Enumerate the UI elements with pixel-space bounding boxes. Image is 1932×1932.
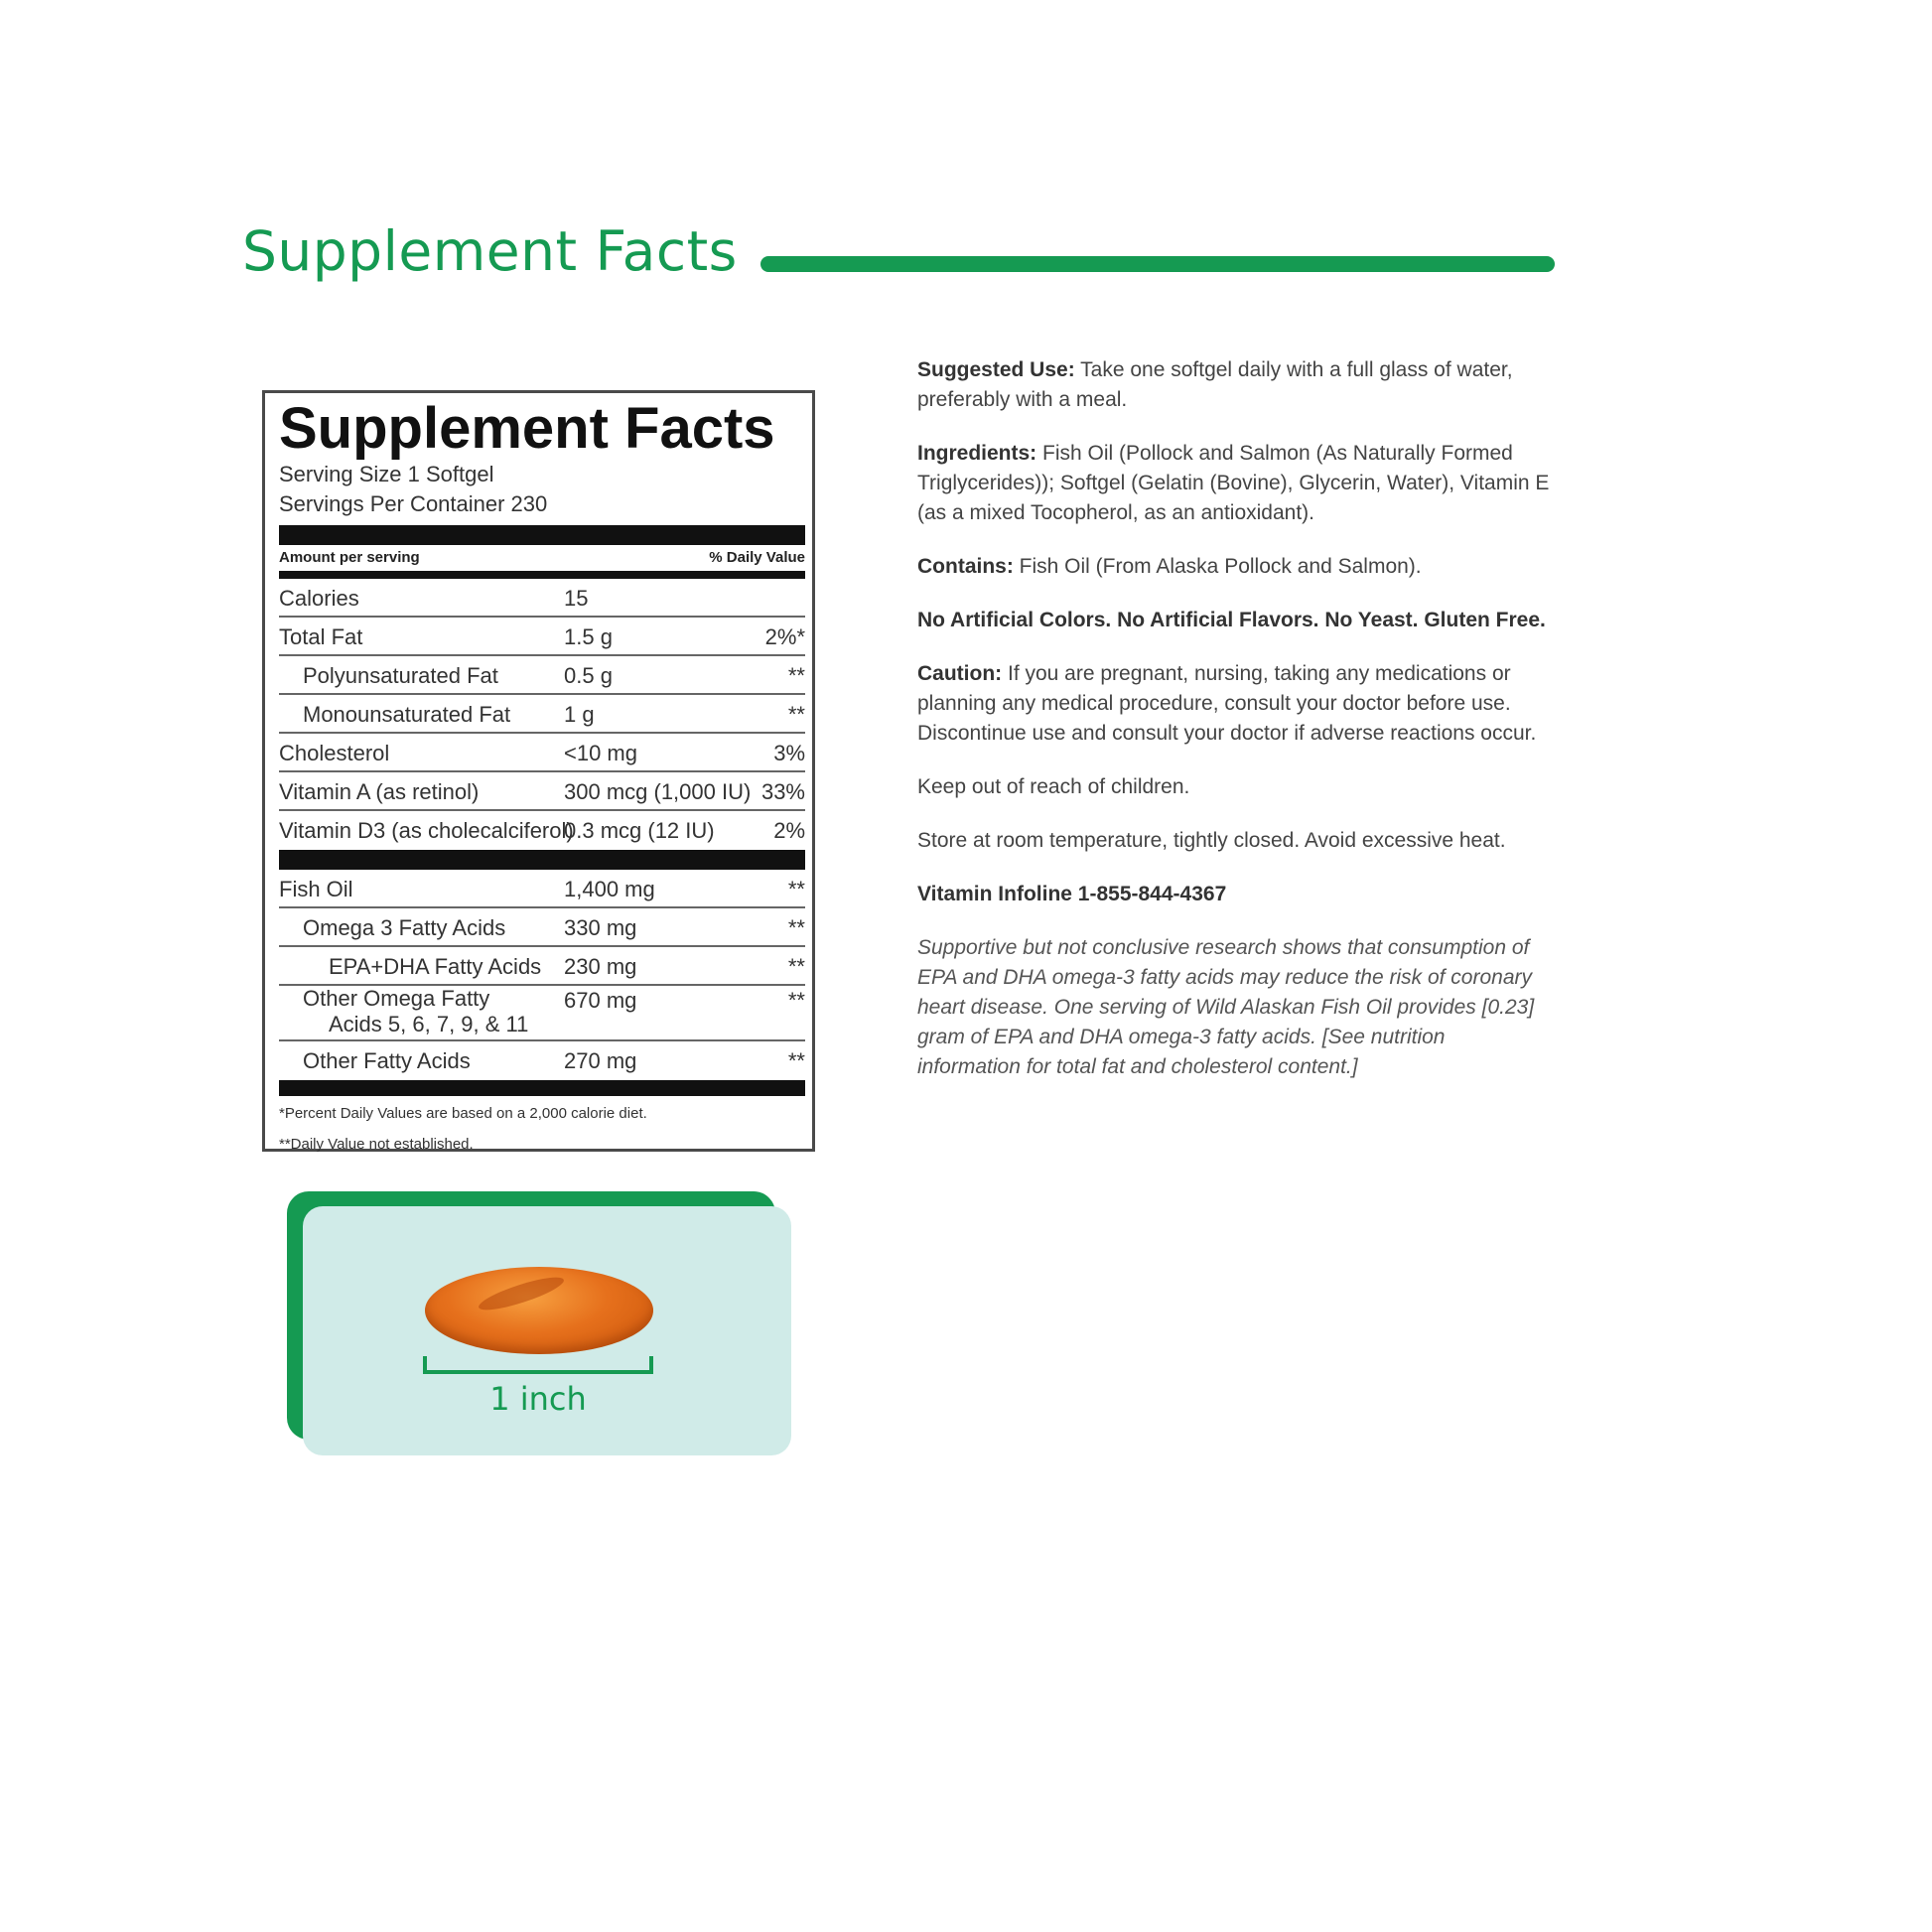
nutrient-name: Vitamin A (as retinol) <box>279 778 480 804</box>
health-claim: Supportive but not conclusive research shows that consumption of EPA and DHA omega-3 fatty acids may reduce the risk of coronary heart disease. One serving of Wild Alaskan Fish Oil provides [0.23] gram of EPA and DHA omega-3 fatty acids. [See nutrition information for total fat and cholesterol content.] <box>917 936 1535 1078</box>
facts-row <box>279 870 805 908</box>
facts-row <box>279 579 805 618</box>
divider-thick <box>279 850 805 870</box>
nutrient-amount: 1.5 g <box>564 623 613 649</box>
nutrient-dv: 2%* <box>764 623 805 649</box>
contains <box>917 552 1553 582</box>
nutrient-amount: 230 mg <box>564 953 637 979</box>
caution <box>917 659 1553 749</box>
page-title: Supplement Facts <box>242 219 738 283</box>
facts-row <box>279 656 805 695</box>
facts-row <box>279 772 805 811</box>
suggested-use <box>917 355 1553 415</box>
facts-title: Supplement Facts <box>279 396 775 461</box>
divider-thick <box>279 525 805 545</box>
suggested-use-text: Take one softgel daily with a full glass of water, preferably with a meal. <box>917 358 1513 411</box>
divider-thick <box>279 1080 805 1096</box>
free-from <box>917 606 1553 635</box>
facts-row <box>279 734 805 772</box>
nutrient-amount: 0.5 g <box>564 662 613 688</box>
infoline-text: Vitamin Infoline 1-855-844-4367 <box>917 883 1227 905</box>
nutrient-name-line2: Acids 5, 6, 7, 9, & 11 <box>329 1011 529 1036</box>
supplement-facts-panel <box>262 390 815 1152</box>
facts-row <box>279 618 805 656</box>
nutrient-dv: ** <box>787 662 805 688</box>
nutrient-name-line1: Other Omega Fatty <box>303 985 490 1011</box>
nutrient-name <box>303 986 528 1037</box>
ingredients-label: Ingredients: <box>917 442 1037 465</box>
facts-row <box>279 986 805 1041</box>
nutrient-name: EPA+DHA Fatty Acids <box>329 953 542 979</box>
nutrient-amount: 1,400 mg <box>564 876 655 901</box>
nutrient-name: Calories <box>279 585 359 611</box>
nutrient-dv: ** <box>787 876 805 901</box>
amount-per-serving-label: Amount per serving <box>279 549 420 567</box>
divider-medium <box>279 571 805 579</box>
nutrient-name: Polyunsaturated Fat <box>303 662 498 688</box>
nutrient-amount: 15 <box>564 585 589 611</box>
nutrient-dv: ** <box>787 914 805 940</box>
nutrient-dv: 2% <box>773 817 805 843</box>
nutrient-amount: 0.3 mcg (12 IU) <box>564 817 715 843</box>
nutrient-name: Cholesterol <box>279 740 390 765</box>
nutrient-amount: <10 mg <box>564 740 637 765</box>
nutrient-name: Vitamin D3 (as cholecalciferol) <box>279 817 574 843</box>
contains-label: Contains: <box>917 555 1014 578</box>
nutrient-dv: ** <box>787 701 805 727</box>
storage: Store at room temperature, tightly closed. Avoid excessive heat. <box>917 829 1506 852</box>
facts-row <box>279 1041 805 1078</box>
infoline <box>917 880 1553 909</box>
ingredients <box>917 439 1553 528</box>
ingredients-text: Fish Oil (Pollock and Salmon (As Naturally Formed Triglycerides)); Softgel (Gelatin (Bovine), Glycerin, Water), Vitamin E (as a mixed Tocopherol, as an antioxidant). <box>917 442 1550 524</box>
caution-text: If you are pregnant, nursing, taking any medications or planning any medical procedure, consult your doctor before use. Discontinue use and consult your doctor if adverse reactions occur. <box>917 662 1537 745</box>
nutrient-dv: 33% <box>760 778 805 804</box>
nutrient-amount: 270 mg <box>564 1047 637 1073</box>
nutrient-dv: ** <box>787 987 805 1013</box>
nutrient-dv: ** <box>787 1047 805 1073</box>
facts-row <box>279 947 805 986</box>
free-from-text: No Artificial Colors. No Artificial Flavors. No Yeast. Gluten Free. <box>917 609 1546 631</box>
daily-value-label: % Daily Value <box>709 549 805 567</box>
nutrient-name: Other Fatty Acids <box>303 1047 471 1073</box>
facts-row <box>279 908 805 947</box>
keep-out-of-reach: Keep out of reach of children. <box>917 775 1190 798</box>
nutrient-name: Monounsaturated Fat <box>303 701 511 727</box>
nutrient-name: Total Fat <box>279 623 363 649</box>
size-ruler <box>423 1356 653 1374</box>
footnote-daily-values: *Percent Daily Values are based on a 2,000 calorie diet. <box>279 1104 647 1122</box>
nutrient-amount: 300 mcg (1,000 IU) <box>564 778 752 804</box>
caution-label: Caution: <box>917 662 1003 685</box>
nutrient-amount: 670 mg <box>564 987 637 1013</box>
nutrient-name: Fish Oil <box>279 876 353 901</box>
facts-row <box>279 811 805 848</box>
size-label: 1 inch <box>489 1380 587 1418</box>
serving-size: Serving Size 1 Softgel <box>279 461 494 486</box>
title-rule <box>760 256 1555 272</box>
footnote-not-established: **Daily Value not established. <box>279 1135 474 1153</box>
nutrient-dv: 3% <box>773 740 805 765</box>
suggested-use-label: Suggested Use: <box>917 358 1075 381</box>
facts-row <box>279 695 805 734</box>
contains-text: Fish Oil (From Alaska Pollock and Salmon). <box>1013 555 1422 578</box>
amount-header <box>279 545 805 571</box>
servings-per-container: Servings Per Container 230 <box>279 490 548 516</box>
product-info <box>917 355 1553 1106</box>
supplement-facts-content <box>279 396 805 1160</box>
nutrient-dv: ** <box>787 953 805 979</box>
nutrient-amount: 330 mg <box>564 914 637 940</box>
nutrient-name: Omega 3 Fatty Acids <box>303 914 506 940</box>
nutrient-amount: 1 g <box>564 701 595 727</box>
